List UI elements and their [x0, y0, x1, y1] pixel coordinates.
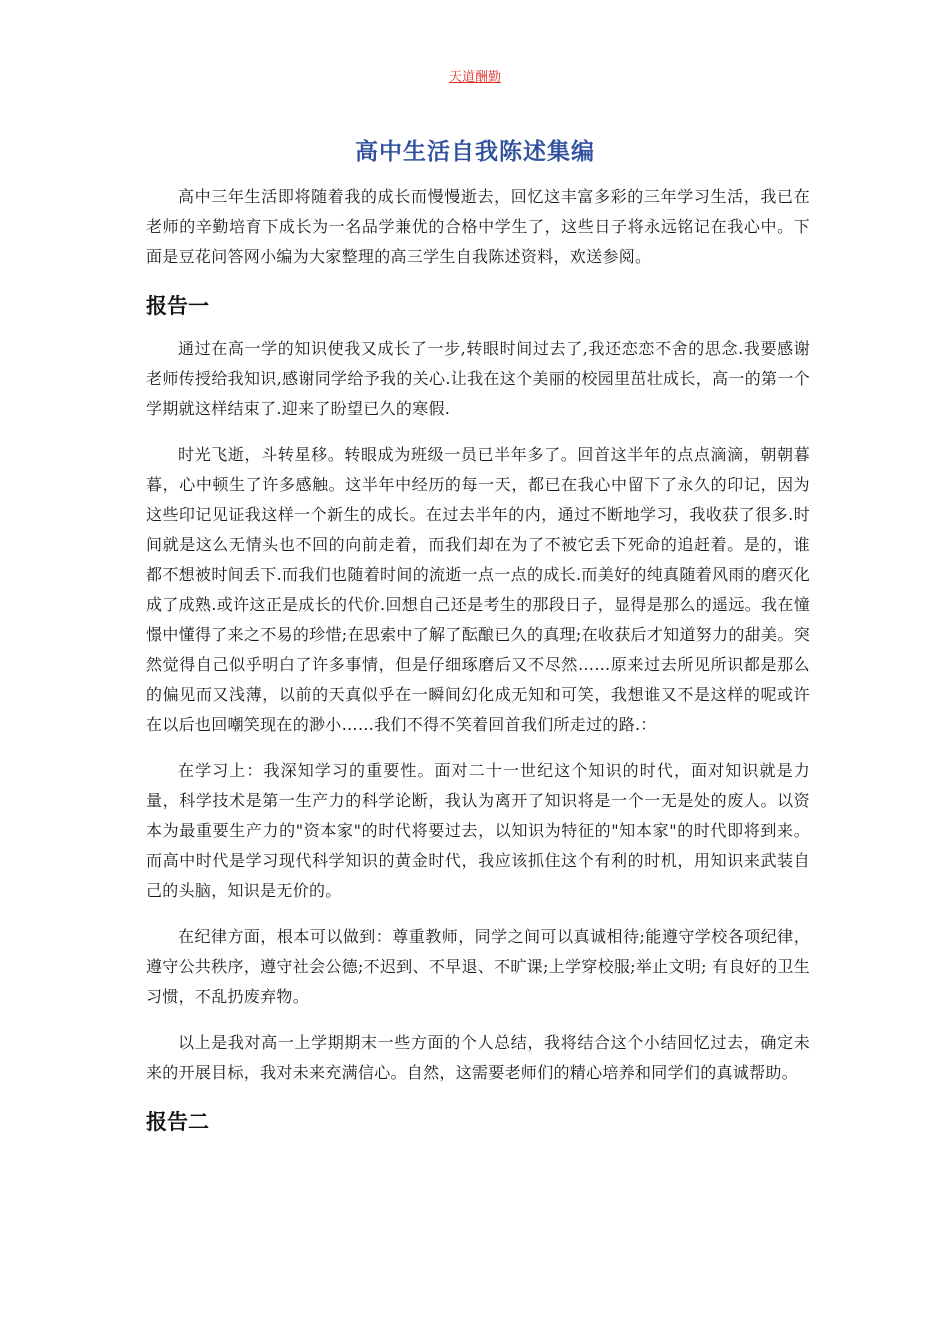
section-1-paragraph-1: 通过在高一学的知识使我又成长了一步,转眼时间过去了,我还恋恋不舍的思念.我要感谢老师传授给我知识,感谢同学给予我的关心.让我在这个美丽的校园里茁壮成长，高一的第一个学期就这样结束了.迎来了盼望已久的寒假.	[146, 339, 810, 418]
section-1-paragraph-5: 以上是我对高一上学期期末一些方面的个人总结，我将结合这个小结回忆过去，确定未来的开展目标，我对未来充满信心。自然，这需要老师们的精心培养和同学们的真诚帮助。	[146, 1033, 810, 1082]
intro-paragraph: 高中三年生活即将随着我的成长而慢慢逝去，回忆这丰富多彩的三年学习生活，我已在老师的辛勤培育下成长为一名品学兼优的合格中学生了，这些日子将永远铭记在我心中。下面是豆花问答网小编为大家整理的高三学生自我陈述资料，欢送参阅。	[146, 187, 810, 266]
document-body	[146, 182, 810, 1150]
section-heading-2: 报告二	[146, 1110, 209, 1134]
section-heading-1: 报告一	[146, 294, 209, 318]
section-1-paragraph-3: 在学习上：我深知学习的重要性。面对二十一世纪这个知识的时代，面对知识就是力量，科学技术是第一生产力的科学论断，我认为离开了知识将是一个一无是处的废人。以资本为最重要生产力的"资本家"的时代将要过去，以知识为特征的"知本家"的时代即将到来。而高中时代是学习现代科学知识的黄金时代，我应该抓住这个有利的时机，用知识来武装自己的头脑，知识是无价的。	[146, 761, 810, 900]
section-1-paragraph-4: 在纪律方面，根本可以做到：尊重教师，同学之间可以真诚相待;能遵守学校各项纪律，遵守公共秩序，遵守社会公德;不迟到、不早退、不旷课;上学穿校服;举止文明; 有良好的卫生习惯，不乱扔废弃物。	[146, 927, 810, 1006]
header-link[interactable]: 天道酬勤	[448, 70, 501, 85]
section-1-paragraph-2: 时光飞逝，斗转星移。转眼成为班级一员已半年多了。回首这半年的点点滴滴，朝朝暮暮，心中顿生了许多感触。这半年中经历的每一天，都已在我心中留下了永久的印记，因为这些印记见证我这样一个新生的成长。在过去半年的内，通过不断地学习，我收获了很多.时间就是这么无情头也不回的向前走着，而我们却在为了不被它丢下死命的追赶着。是的，谁都不想被时间丢下.而我们也随着时间的流逝一点一点的成长.而美好的纯真随着风雨的磨灭化成了成熟.或许这正是成长的代价.回想自己还是考生的那段日子，显得是那么的遥远。我在憧憬中懂得了来之不易的珍惜;在思索中了解了酝酿已久的真理;在收获后才知道努力的甜美。突然觉得自己似乎明白了许多事情，但是仔细琢磨后又不尽然……原来过去所见所识都是那么的偏见而又浅薄，以前的天真似乎在一瞬间幻化成无知和可笑，我想谁又不是这样的呢或许在以后也回嘲笑现在的渺小……我们不得不笑着回首我们所走过的路.：	[146, 445, 810, 734]
page-title: 高中生活自我陈述集编	[355, 139, 595, 165]
